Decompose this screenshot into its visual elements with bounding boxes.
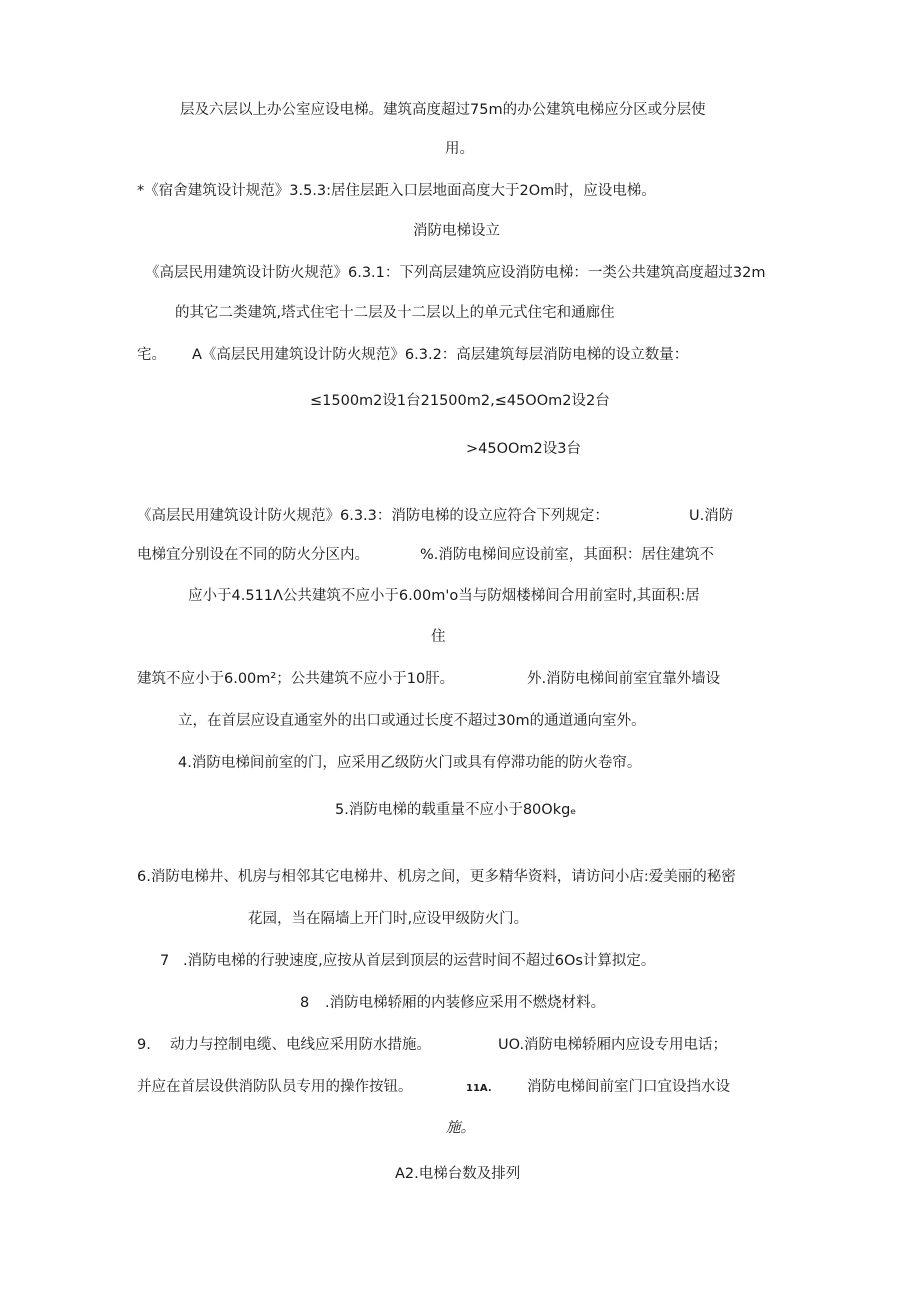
section-heading: A2.电梯台数及排列 <box>395 1166 521 1182</box>
text-line: 层及六层以上办公室应设电梯。建筑高度超过75m的办公建筑电梯应分区或分层使 <box>180 102 706 118</box>
text-line: 立，在首层应设直通室外的出口或通过长度不超过30m的通道通向室外。 <box>178 713 646 729</box>
text-line: 《高层民用建筑设计防火规范》6.3.3：消防电梯的设立应符合下列规定： <box>137 508 609 524</box>
text-line: 6.消防电梯井、机房与相邻其它电梯井、机房之间，更多精华资料，请访问小店:爱美丽的秘密 <box>137 869 736 885</box>
text-line: >45OOm2设3台 <box>466 441 582 457</box>
text-line: %.消防电梯间应设前室，其面积：居住建筑不 <box>420 547 714 563</box>
text-line: ≤1500m2设1台21500m2,≤45OOm2设2台 <box>310 393 610 409</box>
text-line: 的其它二类建筑,塔式住宅十二层及十二层以上的单元式住宅和通廊住 <box>175 305 615 321</box>
text-line: 宅。 <box>137 347 166 363</box>
text-line: .消防电梯的行驶速度,应按从首层到顶层的运营时间不超过6Os计算拟定。 <box>183 953 656 969</box>
text-line: 住 <box>431 629 446 645</box>
text-line: 并应在首层设供消防队员专用的操作按钮。 <box>137 1079 413 1095</box>
text-line: 施。 <box>446 1120 475 1136</box>
text-line: 建筑不应小于6.00m²；公共建筑不应小于10肝。 <box>137 671 455 687</box>
text-line: 《高层民用建筑设计防火规范》6.3.1：下列高层建筑应设消防电梯：一类公共建筑高度超过32m <box>145 265 766 281</box>
text-line: 应小于4.511Λ公共建筑不应小于6.00m'o当与防烟楼梯间合用前室时,其面积:居 <box>188 588 700 604</box>
text-line: A《高层民用建筑设计防火规范》6.3.2：高层建筑每层消防电梯的设立数量： <box>192 347 689 363</box>
text-line: U.消防 <box>689 508 734 524</box>
text-line: *《宿舍建筑设计规范》3.5.3:居住层距入口层地面高度大于2Om时，应设电梯。 <box>137 183 656 199</box>
text-line: 电梯宜分别设在不同的防火分区内。 <box>137 547 369 563</box>
list-number: 7 <box>160 953 170 969</box>
text-line: UO.消防电梯轿厢内应设专用电话； <box>498 1037 728 1053</box>
text-line: 4.消防电梯间前室的门，应采用乙级防火门或具有停滞功能的防火卷帘。 <box>178 755 642 771</box>
list-number: 8 <box>300 995 310 1011</box>
text-line: .消防电梯轿厢的内装修应采用不燃烧材料。 <box>325 995 606 1011</box>
text-line: 5.消防电梯的载重量不应小于80Okgₑ <box>335 802 577 818</box>
list-number: 11A. <box>466 1083 492 1094</box>
text-line: 花园，当在隔墙上开门时,应设甲级防火门。 <box>248 911 529 927</box>
text-line: 用。 <box>445 141 474 157</box>
text-line: 动力与控制电缆、电线应采用防水措施。 <box>170 1037 431 1053</box>
list-number: 9. <box>137 1037 151 1053</box>
text-line: 外.消防电梯间前室宜靠外墙设 <box>527 671 721 687</box>
text-line: 消防电梯间前室门口宜设挡水设 <box>527 1079 730 1095</box>
section-heading: 消防电梯设立 <box>413 223 500 239</box>
